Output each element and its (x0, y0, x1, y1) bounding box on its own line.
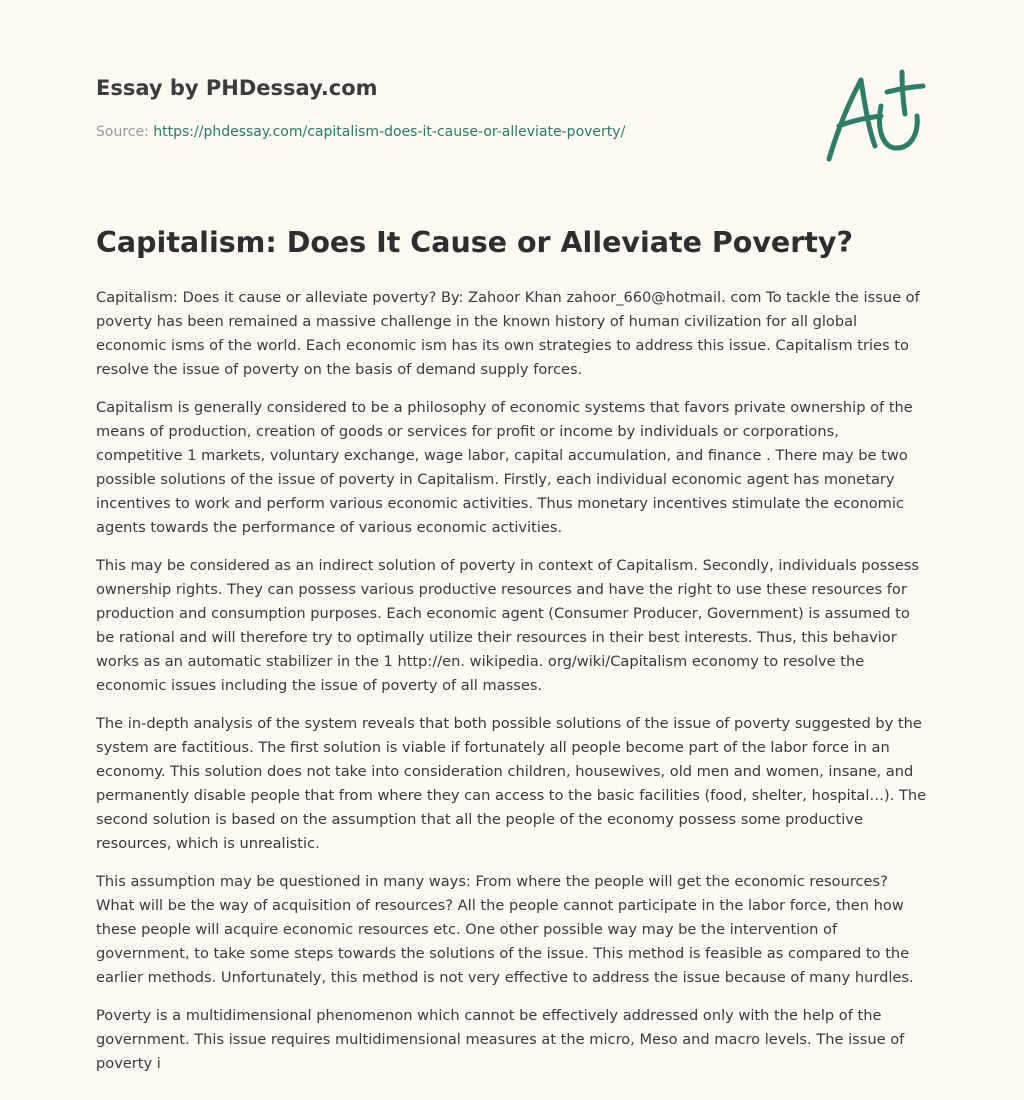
source-link[interactable]: https://phdessay.com/capitalism-does-it-cause-or-alleviate-poverty/ (153, 124, 626, 140)
a-plus-grade-icon (823, 66, 927, 166)
essay-paragraph: The in-depth analysis of the system reveals that both possible solutions of the issue of poverty suggested by the system are factitious. The first solution is viable if fortunately all people become part of the labor force in an economy. This solution does not take into consideration children, housewives, old men and women, insane, and permanently disable people that from where they can access to the basic facilities (food, shelter, hospital…). The second solution is based on the assumption that all the people of the economy possess some productive resources, which is unrealistic. (96, 715, 927, 852)
essay-body (96, 286, 928, 1090)
essay-paragraph: This may be considered as an indirect solution of poverty in context of Capitalism. Secondly, individuals possess ownership rights. They can possess various productive resources and have the right to use these resources for production and consumption purposes. Each economic agent (Consumer Producer, Government) is assumed to be rational and will therefore try to optimally utilize their resources in their best interests. Thus, this behavior works as an automatic stabilizer in the 1 http://en. wikipedia. org/wiki/Capitalism economy to resolve the economic issues including the issue of poverty of all masses. (96, 557, 920, 694)
source-label: Source: (96, 124, 149, 140)
essay-paragraph: Capitalism is generally considered to be a philosophy of economic systems that favors private ownership of the means of production, creation of goods or services for profit or income by individuals or corporations, competitive 1 markets, voluntary exchange, wage labor, capital accumulation, and finance . There may be two possible solutions of the issue of poverty in Capitalism. Firstly, each individual economic agent has monetary incentives to work and perform various economic activities. Thus monetary incentives stimulate the economic agents towards the performance of various economic activities. (96, 399, 913, 536)
essay-paragraph: This assumption may be questioned in many ways: From where the people will get the economic resources? What will be the way of acquisition of resources? All the people cannot participate in the labor force, then how these people will acquire economic resources etc. One other possible way may be the intervention of government, to take some steps towards the solutions of the issue. This method is feasible as compared to the earlier methods. Unfortunately, this method is not very effective to address the issue because of many hurdles. (96, 873, 914, 986)
essay-title: Capitalism: Does It Cause or Alleviate Poverty? (96, 226, 854, 259)
essay-paragraph: Capitalism: Does it cause or alleviate poverty? By: Zahoor Khan zahoor_660@hotmail. com To tackle the issue of poverty has been remained a massive challenge in the known history of human civilization for all global economic isms of the world. Each economic ism has its own strategies to address this issue. Capitalism tries to resolve the issue of poverty on the basis of demand supply forces. (96, 289, 920, 378)
source-line (96, 124, 625, 140)
site-title: Essay by PHDessay.com (96, 76, 378, 100)
essay-paragraph: Poverty is a multidimensional phenomenon which cannot be effectively addressed only with the help of the government. This issue requires multidimensional measures at the micro, Meso and macro levels. The issue of poverty i (96, 1007, 905, 1072)
